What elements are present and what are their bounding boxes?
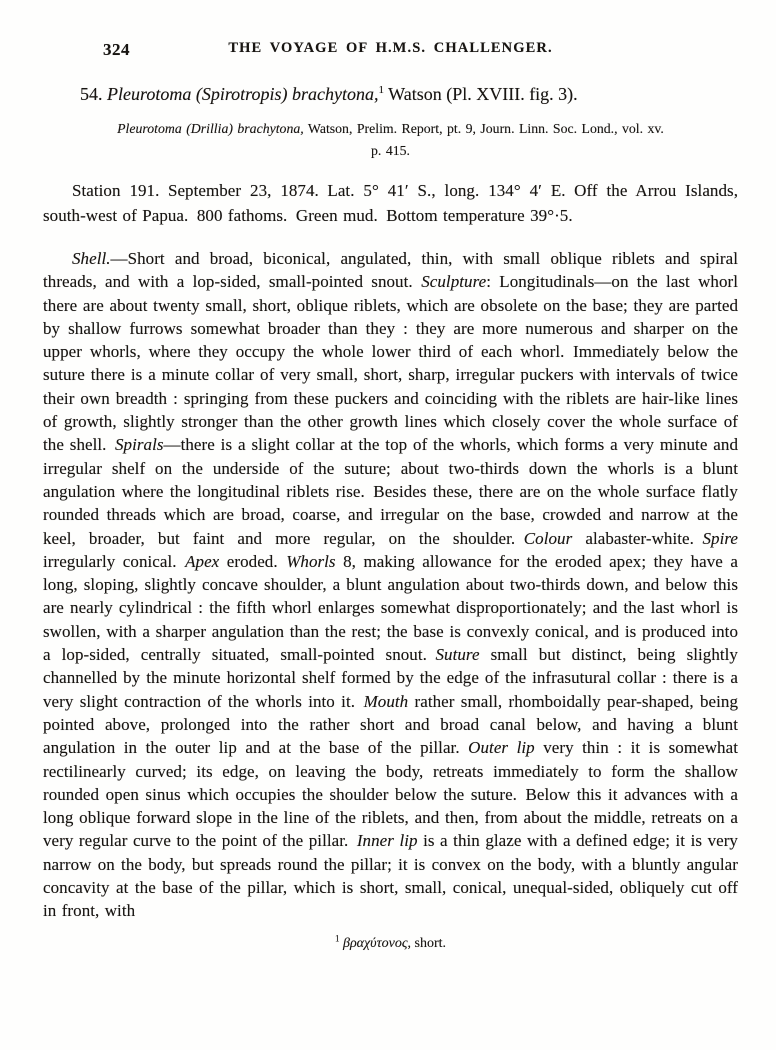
page-number: 324: [103, 40, 130, 59]
citation-line: Pleurotoma (Drillia) brachytona, Watson, Prelim. Report, pt. 9, Journ. Linn. Soc. Lond., vol. xv.: [117, 121, 664, 136]
description-paragraph: Shell.—Short and broad, biconical, angulated, thin, with small oblique riblets and spiral threads, and with a lop-sided, small-pointed snout. Sculpture: Longitudinals—on the last whorl there are about twenty small, short, oblique riblets, which are obsolete on the base; they are parted by shallow furrows somewhat broader than they : they are more numerous and sharper on the upper whorls, where they occupy the whole lower third of each whorl. Immediately below the suture there is a minute collar of very small, short, sharp, irregular puckers with intervals of twice their own breadth : springing from these puckers and coinciding with the riblets are hair-like lines of growth, slightly stronger than the other growth lines which closely cover the whole surface of the shell. Spirals—there is a slight collar at the top of the whorls, which forms a very minute and irregular shelf on the underside of the suture; about two-thirds down the whorls is a blunt angulation where the longitudinal riblets rise. Besides these, there are on the whole surface flatly rounded threads which are broad, coarse, and irregular on the base, crowded and narrow at the keel, broader, but faint and more regular, on the shoulder. Colour alabaster-white. Spire irregularly conical. Apex eroded. Whorls 8, making allowance for the eroded apex; they have a long, sloping, slightly concave shoulder, a blunt angulation about two-thirds down, and below this are nearly cylindrical : the fifth whorl enlarges somewhat disproportionately; and the last whorl is swollen, with a sharper angulation than the rest; the base is convexly conical, and is produced into a lop-sided, centrally situated, small-pointed snout. Suture small but distinct, being slightly channelled by the minute horizontal shelf formed by the edge of the infrasutural collar : there is a very slight contraction of the whorls into it. Mouth rather small, rhomboidally pear-shaped, being pointed above, prolonged into the rather short and broad canal below, and having a blunt angulation in the outer lip and at the base of the pillar. Outer lip very thin : it is somewhat rectilinearly curved; its edge, on leaving the body, retreats immediately to form the shallow rounded open sinus which occupies the shoulder below the suture. Below this it advances with a long oblique forward slope in the line of the riblets, and then, from about the middle, retreats on a very regular curve to the point of the pillar. Inner lip is a thin glaze with a defined edge; it is very narrow on the body, but spreads round the pillar; it is convex on the body, with a bluntly angular concavity at the base of the pillar, which is short, small, conical, unequal-sided, obliquely cut off in front, with: [43, 249, 738, 921]
running-title: THE VOYAGE OF H.M.S. CHALLENGER.: [228, 40, 553, 56]
footnote: $^1$ βραχύτονος, short.: [334, 932, 447, 951]
running-header: [43, 40, 738, 58]
synonymy-citation: [43, 118, 738, 162]
citation-page-ref: p. 415.: [371, 143, 410, 158]
station-paragraph: Station 191. September 23, 1874. Lat. 5° 41′ S., long. 134° 4′ E. Off the Arrou Islands, south-west of Papua. 800 fathoms. Green mud. Bottom temperature 39°·5.: [43, 181, 738, 225]
species-heading: 54. Pleurotoma (Spirotropis) brachytona,$^1$ Watson (Pl. XVIII. fig. 3).: [80, 84, 578, 104]
